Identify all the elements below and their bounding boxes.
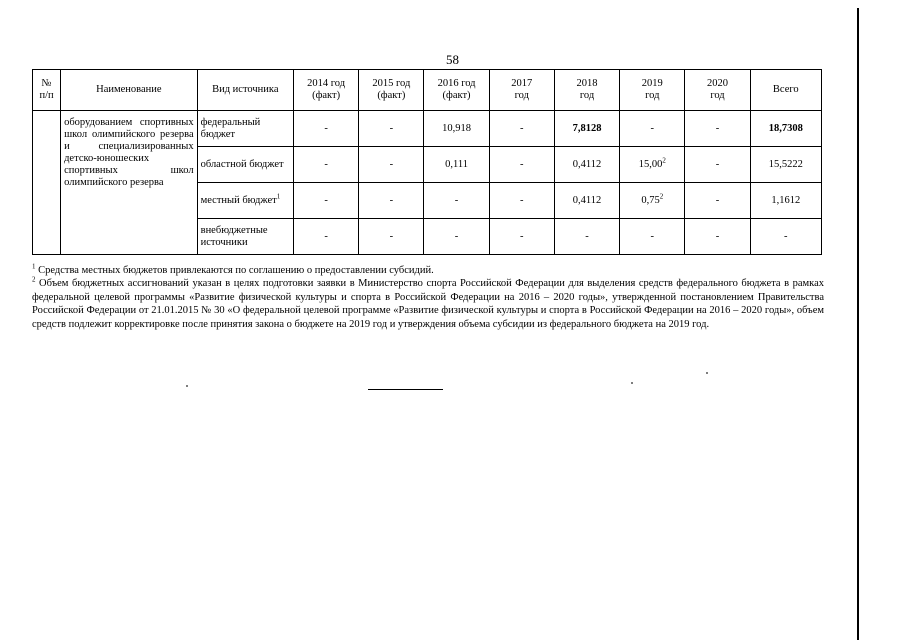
value-2019: 15,00$^2$ [620,147,685,183]
scan-speck [631,382,633,384]
source-cell: областной бюджет [197,147,293,183]
value-2019: - [620,219,685,255]
col-header-2016: 2016 год (факт) [424,70,489,111]
col-header-2014: 2014 год (факт) [293,70,358,111]
value-2020: - [685,183,750,219]
value-2015: - [359,219,424,255]
value-2017: - [489,111,554,147]
value-2017: - [489,183,554,219]
value-total: 1,1612 [750,183,821,219]
item-name-cell: оборудованием спортивных школ олимпийского резерва и специализированных детско-юношеских спортивных школ олимпийского резерва [61,111,198,255]
row-number-cell [33,111,61,255]
table-row [33,111,822,147]
source-cell: местный бюджет$^1$ [197,183,293,219]
col-header-total: Всего [750,70,821,111]
col-header-2019: 2019 год [620,70,685,111]
value-2017: - [489,147,554,183]
col-header-2020: 2020 год [685,70,750,111]
value-2015: - [359,183,424,219]
col-header-name: Наименование [61,70,198,111]
value-2014: - [293,219,358,255]
value-total: 18,7308 [750,111,821,147]
col-header-source: Вид источника [197,70,293,111]
col-header-number: № п/п [33,70,61,111]
col-header-2018: 2018 год [554,70,619,111]
source-cell: внебюджетные источники [197,219,293,255]
value-2018: 0,4112 [554,147,619,183]
value-2018: - [554,219,619,255]
table-header-row [33,70,822,111]
value-2018: 0,4112 [554,183,619,219]
value-2016: - [424,219,489,255]
value-total: - [750,219,821,255]
value-2014: - [293,111,358,147]
footnote: $^2$ Объем бюджетных ассигнований указан в целях подготовки заявки в Министерство спорта Российской Федерации для выделения средств федерального бюджета в рамках федеральной целевой программы «Развитие физической культуры и спорта в Российской Федерации на 2016 – 2020 годы», утвержденной постановлением Правительства Российской Федерации от 21.01.2015 № 30 «О федеральной целевой программе «Развитие физической культуры и спорта в Российской Федерации на 2016 – 2020 годы», объем средств подлежит корректировке после принятия закона о бюджете на 2019 год и утверждения объема субсидии из федерального бюджета на 2019 год. [32,275,825,330]
value-2014: - [293,183,358,219]
source-cell: федеральный бюджет [197,111,293,147]
value-2020: - [685,219,750,255]
col-header-2015: 2015 год (факт) [359,70,424,111]
value-2017: - [489,219,554,255]
value-2020: - [685,147,750,183]
value-total: 15,5222 [750,147,821,183]
margin-rule [857,8,859,640]
page-number: 58 [446,52,459,67]
value-2016: 0,111 [424,147,489,183]
col-header-2017: 2017 год [489,70,554,111]
value-2016: 10,918 [424,111,489,147]
value-2016: - [424,183,489,219]
value-2015: - [359,111,424,147]
footnote: $^1$ Средства местных бюджетов привлекаются по соглашению о предоставлении субсидий. [32,262,434,276]
value-2020: - [685,111,750,147]
end-divider [368,389,443,390]
value-2019: - [620,111,685,147]
value-2018: 7,8128 [554,111,619,147]
value-2015: - [359,147,424,183]
value-2019: 0,75$^2$ [620,183,685,219]
funding-table [32,69,822,255]
value-2014: - [293,147,358,183]
scan-speck [186,385,188,387]
footnotes [32,264,824,331]
scan-speck [706,372,708,374]
